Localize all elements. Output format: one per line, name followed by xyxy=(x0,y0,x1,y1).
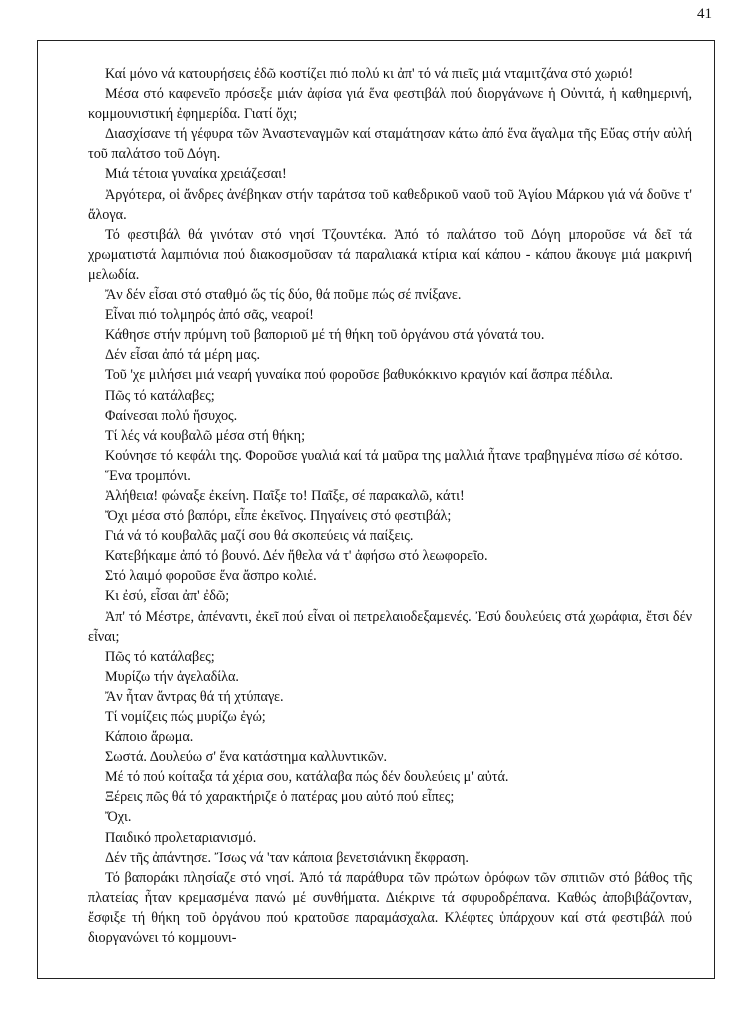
paragraph-2: Μέσα στό καφενεῖο πρόσεξε μιάν ἀφίσα γιά ἕνα φεστιβάλ πού διοργάνωνε ἡ Οὐνιτά, ἡ καθημερινή, κομμουνιστική ἐφημερίδα. Γιατί ὄχι; xyxy=(88,86,692,123)
paragraph-18: Ὄχι μέσα στό βαπόρι, εἶπε ἐκεῖνος. Πηγαίνεις στό φεστιβάλ; xyxy=(105,508,452,525)
paragraph-26: Ἄν ἦταν ἄντρας θά τή χτύπαγε. xyxy=(105,688,284,705)
paragraph-35: Τό βαποράκι πλησίαζε στό νησί. Ἀπό τά παράθυρα τῶν πρώτων ὀρόφων τῶν σπιτιῶν στό βάθος τῆς πλατείας ἦταν κρεμασμένα πανώ μέ συνθήματα. Διέκρινε τά σφυροδρέπανα. Καθώς ἀποβιβάζονταν, ἔσφιξε τή θήκη τοῦ ὀργάνου πού κρατοῦσε παραμάσχαλα. Κλέφτες ὑπάρχουν καί στά φεστιβάλ πού διοργανώνει τό κομμουνι- xyxy=(88,869,692,947)
paragraph-13: Φαίνεσαι πολύ ἥσυχος. xyxy=(105,407,238,424)
text-frame xyxy=(37,40,715,979)
paragraph-5: Ἀργότερα, οἱ ἄνδρες ἀνέβηκαν στήν ταράτσα τοῦ καθεδρικοῦ ναοῦ τοῦ Ἁγίου Μάρκου γιά νά δοῦνε τ' ἄλογα. xyxy=(88,186,692,223)
paragraph-29: Σωστά. Δουλεύω σ' ἕνα κατάστημα καλλυντικῶν. xyxy=(105,749,388,766)
paragraph-34: Δέν τῆς ἀπάντησε. Ἴσως νά 'ταν κάποια βενετσιάνικη ἔκφραση. xyxy=(105,849,469,866)
paragraph-7: Ἄν δέν εἶσαι στό σταθμό ὥς τίς δύο, θά ποῦμε πώς σέ πνίξανε. xyxy=(105,287,462,304)
paragraph-28: Κάποιο ἄρωμα. xyxy=(105,729,194,746)
paragraph-8: Εἶναι πιό τολμηρός ἀπό σᾶς, νεαροί! xyxy=(105,307,314,324)
paragraph-24: Πῶς τό κατάλαβες; xyxy=(105,648,215,665)
paragraph-11: Τοῦ 'χε μιλήσει μιά νεαρή γυναίκα πού φοροῦσε βαθυκόκκινο κραγιόν καί ἄσπρα πέδιλα. xyxy=(105,367,613,384)
paragraph-17: Ἀλήθεια! φώναξε ἐκείνη. Παῖξε το! Παῖξε, σέ παρακαλῶ, κάτι! xyxy=(105,487,465,504)
paragraph-16: Ἕνα τρομπόνι. xyxy=(105,467,191,484)
paragraph-32: Ὄχι. xyxy=(105,809,132,826)
paragraph-10: Δέν εἶσαι ἀπό τά μέρη μας. xyxy=(105,347,260,364)
paragraph-6: Τό φεστιβάλ θά γινόταν στό νησί Τζουντέκα. Ἀπό τό παλάτσο τοῦ Δόγη μποροῦσε νά δεῖ τά χρωματιστά λαμπιόνια πού διακοσμοῦσαν τά παραλιακά κτίρια καί κάπου - κάπου ἄκουγε μιά μακρινή μελωδία. xyxy=(88,226,692,283)
body-text xyxy=(88,64,692,948)
paragraph-30: Μέ τό πού κοίταξα τά χέρια σου, κατάλαβα πώς δέν δουλεύεις μ' αὐτά. xyxy=(105,769,509,786)
paragraph-15: Κούνησε τό κεφάλι της. Φοροῦσε γυαλιά καί τά μαῦρα της μαλλιά ἦτανε τραβηγμένα πίσω σέ κότσο. xyxy=(105,447,683,464)
paragraph-20: Κατεβήκαμε ἀπό τό βουνό. Δέν ἤθελα νά τ' ἀφήσω στό λεωφορεῖο. xyxy=(105,548,488,565)
paragraph-3: Διασχίσανε τή γέφυρα τῶν Ἀναστεναγμῶν καί σταμάτησαν κάτω ἀπό ἕνα ἄγαλμα τῆς Εὔας στήν αὐλή τοῦ παλάτσο τοῦ Δόγη. xyxy=(88,126,692,163)
paragraph-31: Ξέρεις πῶς θά τό χαρακτήριζε ὁ πατέρας μου αὐτό πού εἶπες; xyxy=(105,789,455,806)
page-number: 41 xyxy=(697,6,712,22)
paragraph-27: Τί νομίζεις πώς μυρίζω ἐγώ; xyxy=(105,709,266,725)
paragraph-19: Γιά νά τό κουβαλᾶς μαζί σου θά σκοπεύεις νά παίξεις. xyxy=(105,528,414,545)
paragraph-12: Πῶς τό κατάλαβες; xyxy=(105,387,215,404)
paragraph-4: Μιά τέτοια γυναίκα χρειάζεσαι! xyxy=(105,166,287,183)
paragraph-33: Παιδικό προλεταριανισμό. xyxy=(105,829,257,846)
paragraph-1: Καί μόνο νά κατουρήσεις ἐδῶ κοστίζει πιό πολύ κι ἀπ' τό νά πιεῖς μιά νταμιτζάνα στό χωριό! xyxy=(105,66,634,82)
paragraph-21: Στό λαιμό φοροῦσε ἕνα ἄσπρο κολιέ. xyxy=(105,568,317,585)
paragraph-22: Κι ἐσύ, εἶσαι ἀπ' ἐδῶ; xyxy=(105,588,230,605)
paragraph-25: Μυρίζω τήν ἀγελαδίλα. xyxy=(105,668,239,685)
paragraph-9: Κάθησε στήν πρύμνη τοῦ βαποριοῦ μέ τή θήκη τοῦ ὀργάνου στά γόνατά του. xyxy=(105,327,545,344)
paragraph-23: Ἀπ' τό Μέστρε, ἀπέναντι, ἐκεῖ πού εἶναι οἱ πετρελαιοδεξαμενές. Ἐσύ δουλεύεις στά χωράφια, ἔτσι δέν εἶναι; xyxy=(88,608,692,645)
paragraph-14: Τί λές νά κουβαλῶ μέσα στή θήκη; xyxy=(105,427,306,444)
